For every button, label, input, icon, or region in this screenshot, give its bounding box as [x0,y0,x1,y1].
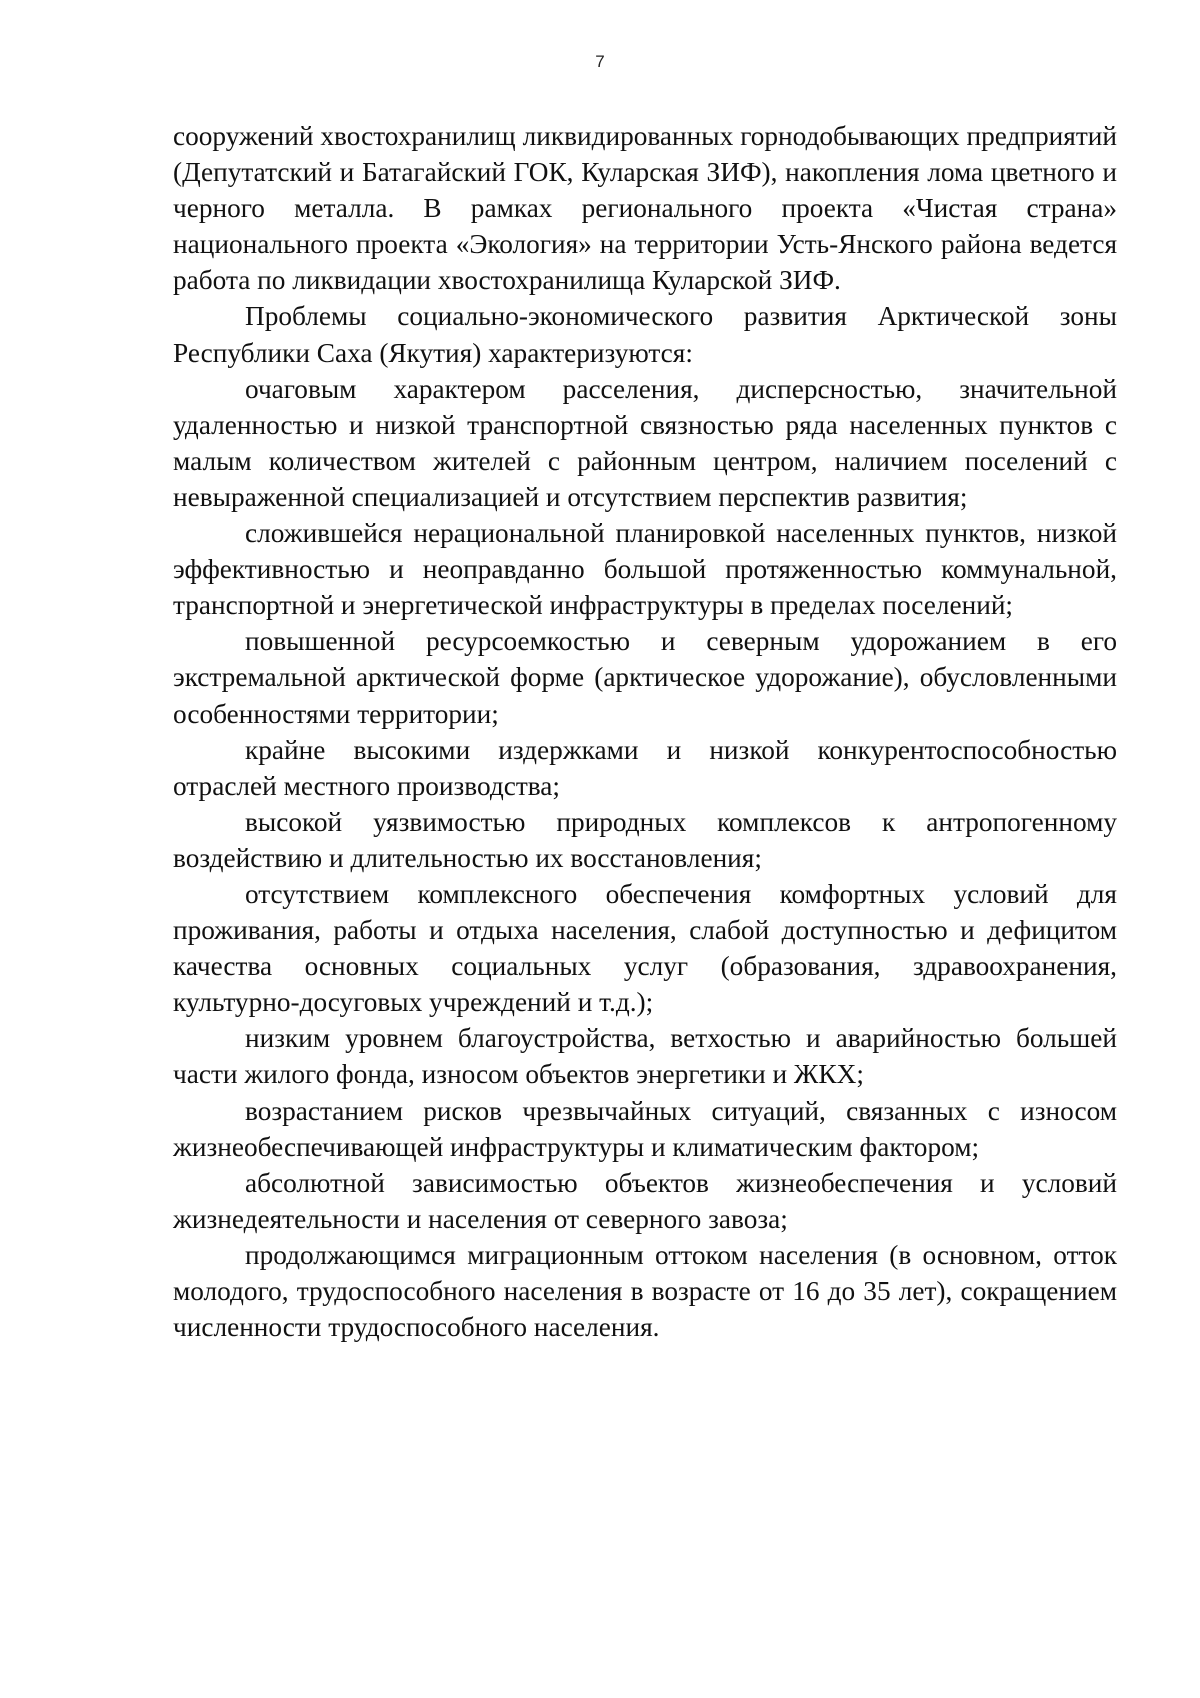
paragraph-item: повышенной ресурсоемкостью и северным удорожанием в его экстремальной арктической форме (арктическое удорожание), обусловленными особенностями территории; [173,626,1117,729]
paragraph-item: отсутствием комплексного обеспечения комфортных условий для проживания, работы и отдыха населения, слабой доступностью и дефицитом качества основных социальных услуг (образования, здравоохранения, культурно-досуговых учреждений и т.д.); [173,878,1117,1018]
paragraph-item: возрастанием рисков чрезвычайных ситуаций, связанных с износом жизнеобеспечивающей инфраструктуры и климатическим фактором; [173,1095,1117,1162]
paragraph-item: продолжающимся миграционным оттоком населения (в основном, отток молодого, трудоспособного населения в возрасте от 16 до 35 лет), сокращением численности трудоспособного населения. [173,1239,1117,1343]
document-body [173,118,1117,1345]
paragraph-item: низким уровнем благоустройства, ветхостью и аварийностью большей части жилого фонда, износом объектов энергетики и ЖКХ; [173,1023,1117,1090]
page-number: 7 [595,52,605,71]
paragraph-item: очаговым характером расселения, дисперсностью, значительной удаленностью и низкой транспортной связностью ряда населенных пунктов с малым количеством жителей с районным центром, наличием поселений с невыраженной специализацией и отсутствием перспектив развития; [173,373,1117,512]
paragraph-item: крайне высокими издержками и низкой конкурентоспособностью отраслей местного производства; [173,734,1117,801]
paragraph-item: абсолютной зависимостью объектов жизнеобеспечения и условий жизнедеятельности и населения от северного завоза; [173,1167,1117,1234]
paragraph-continuation: сооружений хвостохранилищ ликвидированных горнодобывающих предприятий (Депутатский и Батагайский ГОК, Куларская ЗИФ), накопления лома цветного и черного металла. В рамках регионального проекта «Чистая страна» национального проекта «Экология» на территории Усть-Янского района ведется работа по ликвидации хвостохранилища Куларской ЗИФ. [173,121,1117,296]
paragraph-item: сложившейся нерациональной планировкой населенных пунктов, низкой эффективностью и неоправданно большой протяженностью коммунальной, транспортной и энергетической инфраструктуры в пределах поселений; [173,518,1117,621]
paragraph-item: высокой уязвимостью природных комплексов к антропогенному воздействию и длительностью их восстановления; [173,806,1117,873]
paragraph-problems-intro: Проблемы социально-экономического развития Арктической зоны Республики Саха (Якутия) характеризуются: [173,301,1117,368]
